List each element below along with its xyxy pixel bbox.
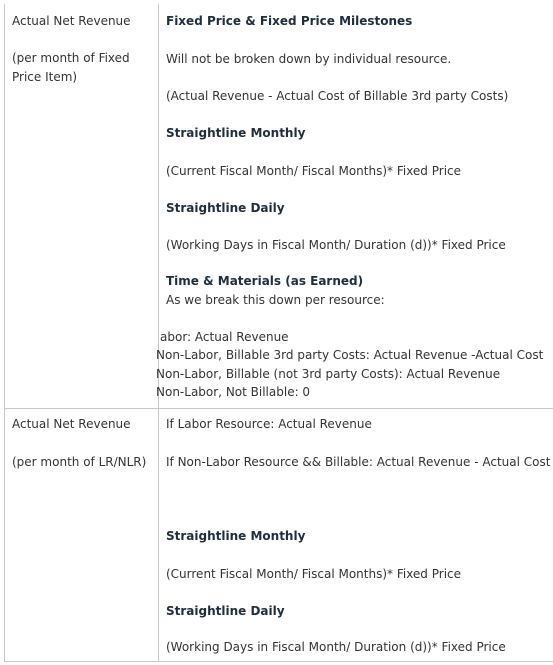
row1-label-sub2: Price Item)	[12, 70, 78, 84]
row2-label: Actual Net Revenue	[12, 417, 131, 431]
row1-label-sub1: (per month of Fixed	[12, 51, 130, 65]
row1-text-5: As we break this down per resource:	[166, 293, 385, 307]
row1-text-4: (Working Days in Fiscal Month/ Duration (d))* Fixed Price	[166, 238, 506, 252]
table-border-left	[4, 4, 5, 661]
row2-text-2: If Non-Labor Resource && Billable: Actual Revenue - Actual Cost	[166, 455, 551, 469]
row2-text-3: (Current Fiscal Month/ Fiscal Months)* Fixed Price	[166, 567, 462, 581]
row1-list-item: Non-Labor, Not Billable: 0	[156, 385, 311, 399]
row1-text-1: Will not be broken down by individual resource.	[166, 52, 452, 66]
row1-list-item: abor: Actual Revenue	[160, 330, 289, 344]
row1-label: Actual Net Revenue	[12, 14, 131, 28]
row1-heading-straightline-monthly: Straightline Monthly	[166, 126, 306, 140]
row2-heading-straightline-daily: Straightline Daily	[166, 604, 285, 618]
row1-text-3: (Current Fiscal Month/ Fiscal Months)* Fixed Price	[166, 164, 462, 178]
row2-text-1: If Labor Resource: Actual Revenue	[166, 417, 372, 431]
row1-heading-straightline-daily: Straightline Daily	[166, 201, 285, 215]
column-divider	[158, 4, 159, 661]
row1-text-2: (Actual Revenue - Actual Cost of Billable 3rd party Costs)	[166, 89, 509, 103]
row1-heading-fixed-price: Fixed Price & Fixed Price Milestones	[166, 14, 413, 28]
row1-list-item: Non-Labor, Billable (not 3rd party Costs): Actual Revenue	[156, 367, 501, 381]
row2-label-sub: (per month of LR/NLR)	[12, 455, 147, 469]
row1-list-item: Non-Labor, Billable 3rd party Costs: Actual Revenue -Actual Cost	[156, 348, 544, 362]
row-divider	[4, 408, 553, 409]
table-border-bottom	[4, 661, 553, 662]
row2-heading-straightline-monthly: Straightline Monthly	[166, 529, 306, 543]
row2-text-4: (Working Days in Fiscal Month/ Duration (d))* Fixed Price	[166, 640, 506, 654]
row1-heading-time-materials: Time & Materials (as Earned)	[166, 274, 364, 288]
